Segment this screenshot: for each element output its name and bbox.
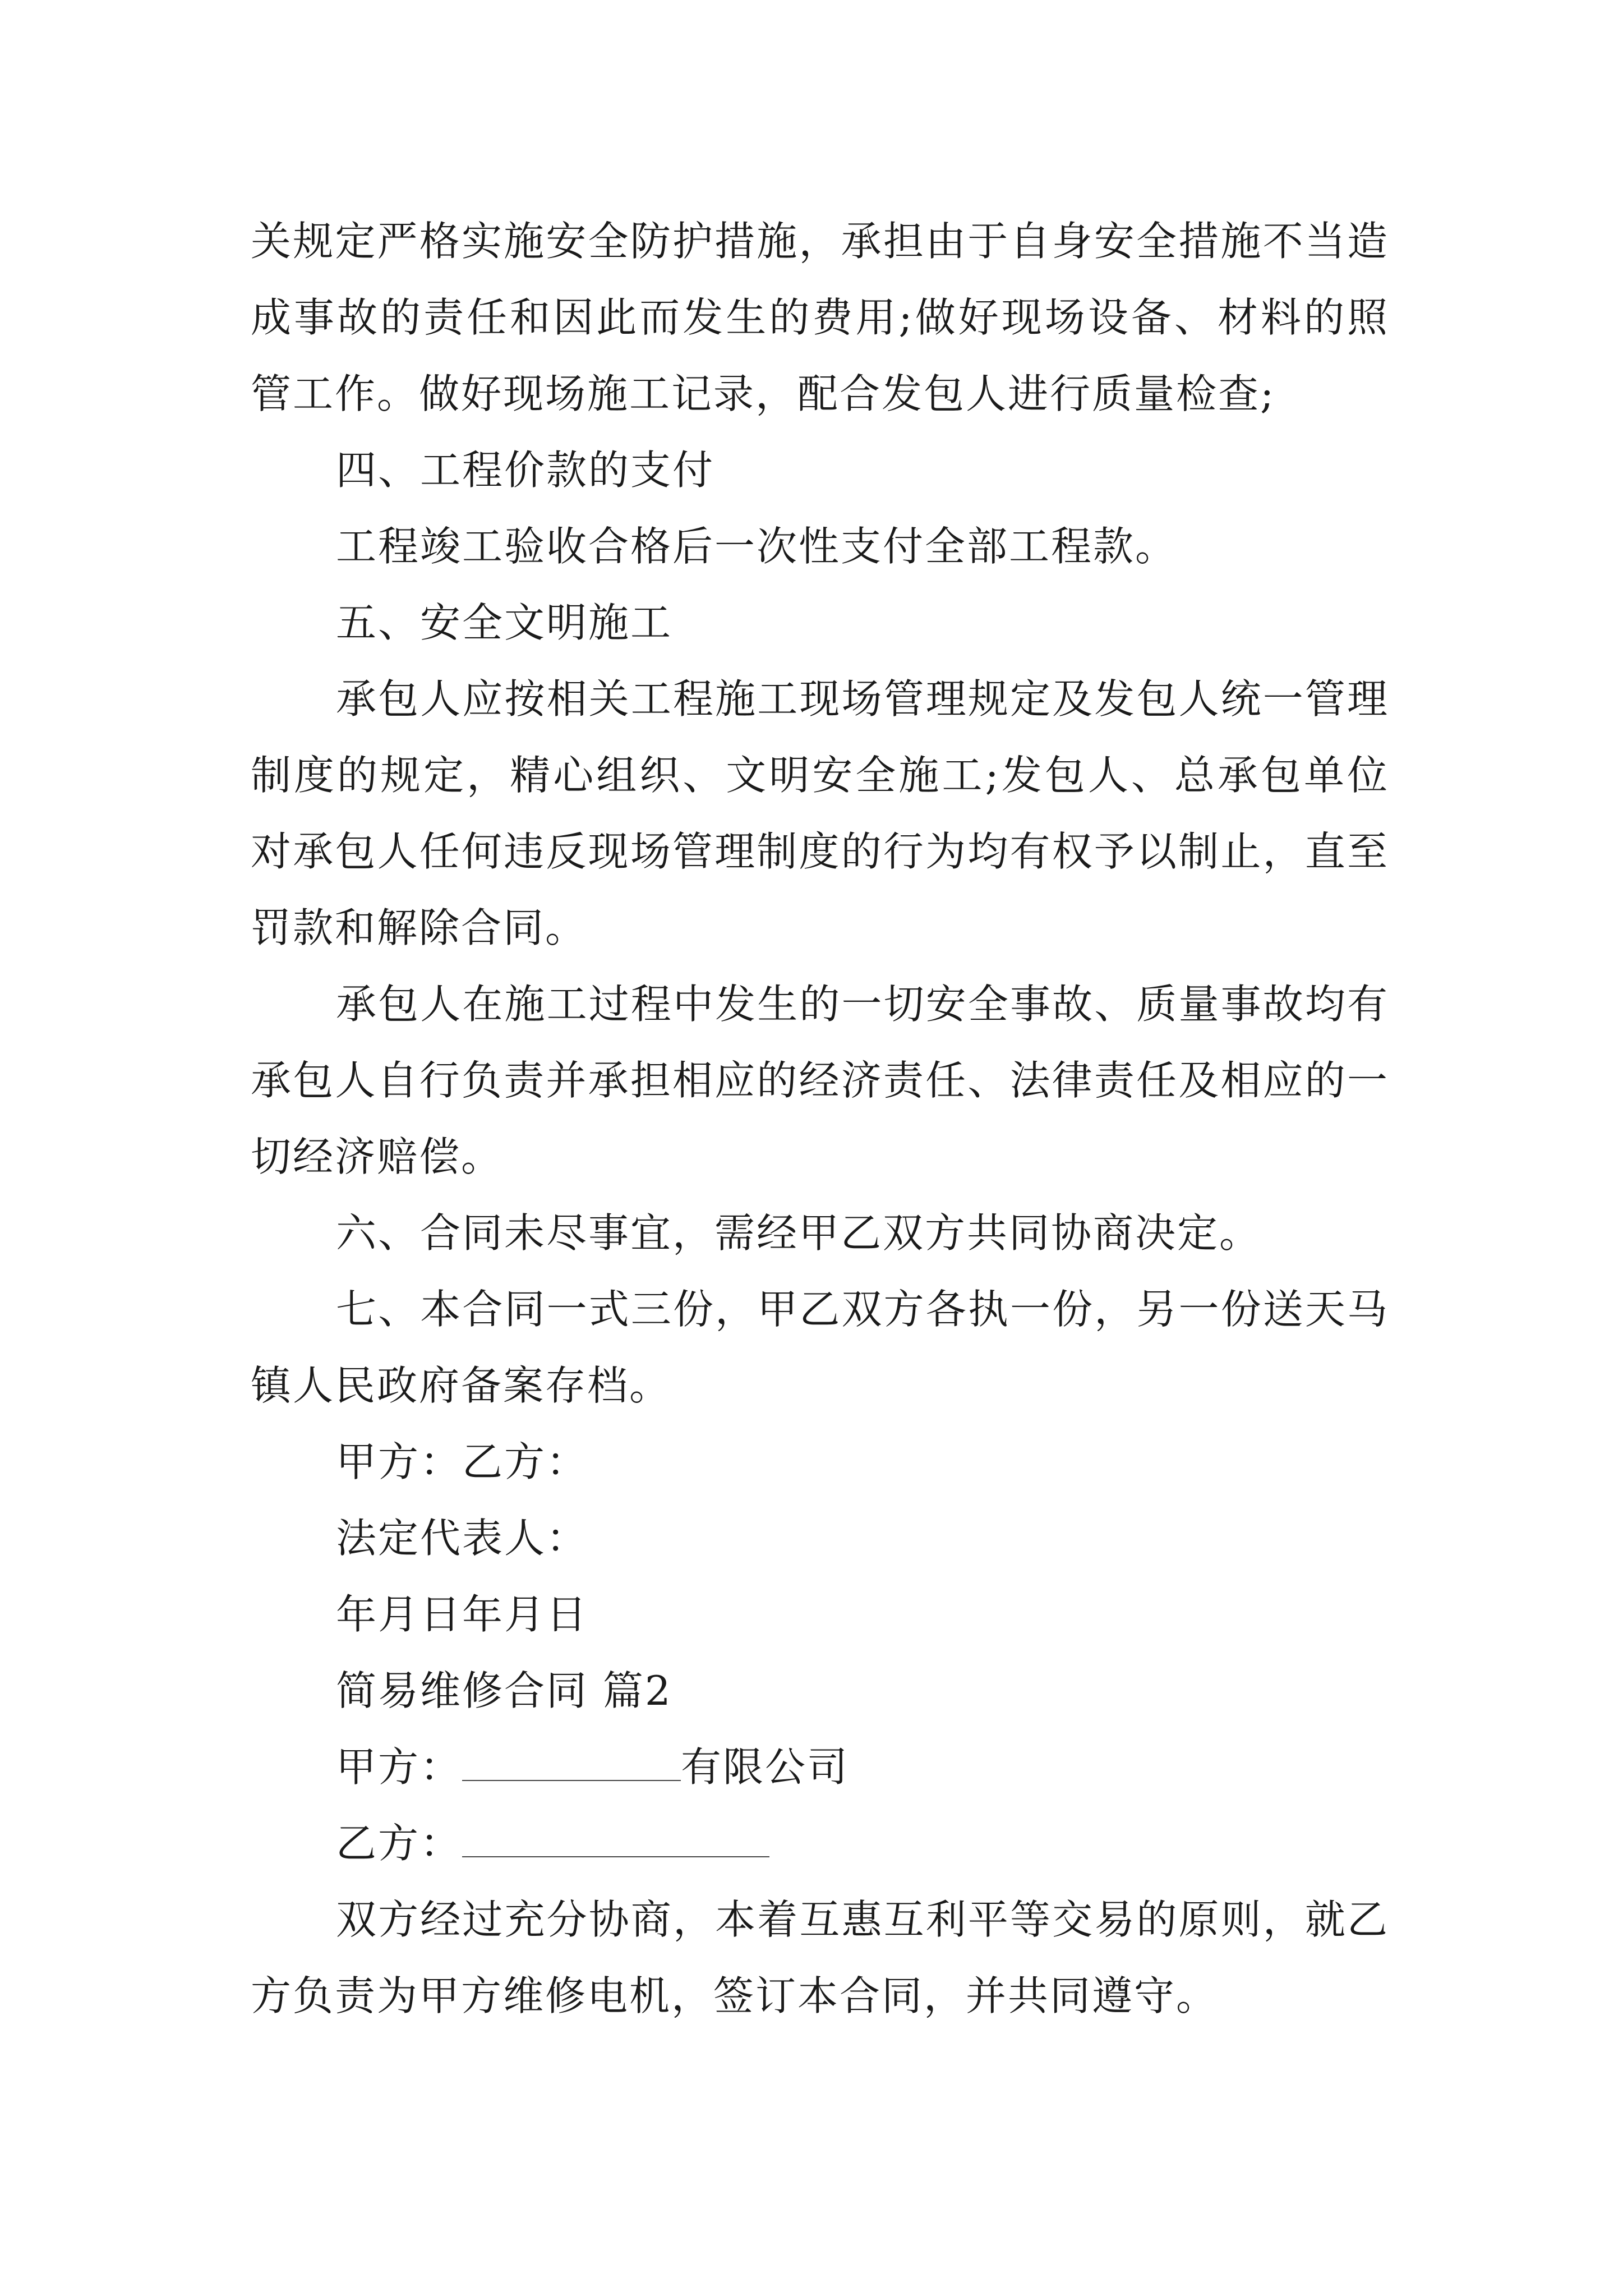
section-7-paragraph: 七、本合同一式三份，甲乙双方各执一份，另一份送天马镇人民政府备案存档。 [251, 1286, 1389, 1409]
contract-2-intro: 双方经过充分协商，本着互惠互利平等交易的原则，就乙方负责为甲方维修电机，签订本合同，并共同遵守。 [251, 1896, 1389, 2019]
continuation-paragraph: 关规定严格实施安全防护措施，承担由于自身安全措施不当造成事故的责任和因此而发生的费用;做好现场设备、材料的照管工作。做好现场施工记录，配合发包人进行质量检查; [251, 218, 1389, 417]
section-5-paragraph-1: 承包人应按相关工程施工现场管理规定及发包人统一管理制度的规定，精心组织、文明安全施工;发包人、总承包单位对承包人任何违反现场管理制度的行为均有权予以制止，直至罚款和解除合同。 [251, 675, 1389, 951]
contract-2-title: 简易维修合同 篇2 [336, 1667, 672, 1714]
party-a-suffix: 有限公司 [681, 1743, 850, 1791]
party-b-blank [462, 1823, 769, 1857]
party-b-label: 乙方： [336, 1820, 463, 1867]
section-4-body: 工程竣工验收合格后一次性支付全部工程款。 [336, 523, 1178, 570]
section-6-paragraph: 六、合同未尽事宜，需经甲乙双方共同协商决定。 [336, 1209, 1262, 1257]
section-5-paragraph-2: 承包人在施工过程中发生的一切安全事故、质量事故均有承包人自行负责并承担相应的经济责任、法律责任及相应的一切经济赔偿。 [251, 981, 1389, 1180]
section-5-heading: 五、安全文明施工 [336, 599, 673, 646]
signature-dates-line: 年月日年月日 [336, 1591, 589, 1638]
party-b-line [251, 1805, 1389, 1881]
legal-representative-line: 法定代表人： [336, 1515, 589, 1562]
signature-parties-line: 甲方：乙方： [336, 1438, 589, 1485]
section-4-heading: 四、工程价款的支付 [336, 447, 715, 494]
party-a-line [251, 1729, 1389, 1805]
document-body [251, 203, 1389, 2034]
party-a-blank [462, 1746, 681, 1781]
party-a-label: 甲方： [336, 1743, 463, 1791]
